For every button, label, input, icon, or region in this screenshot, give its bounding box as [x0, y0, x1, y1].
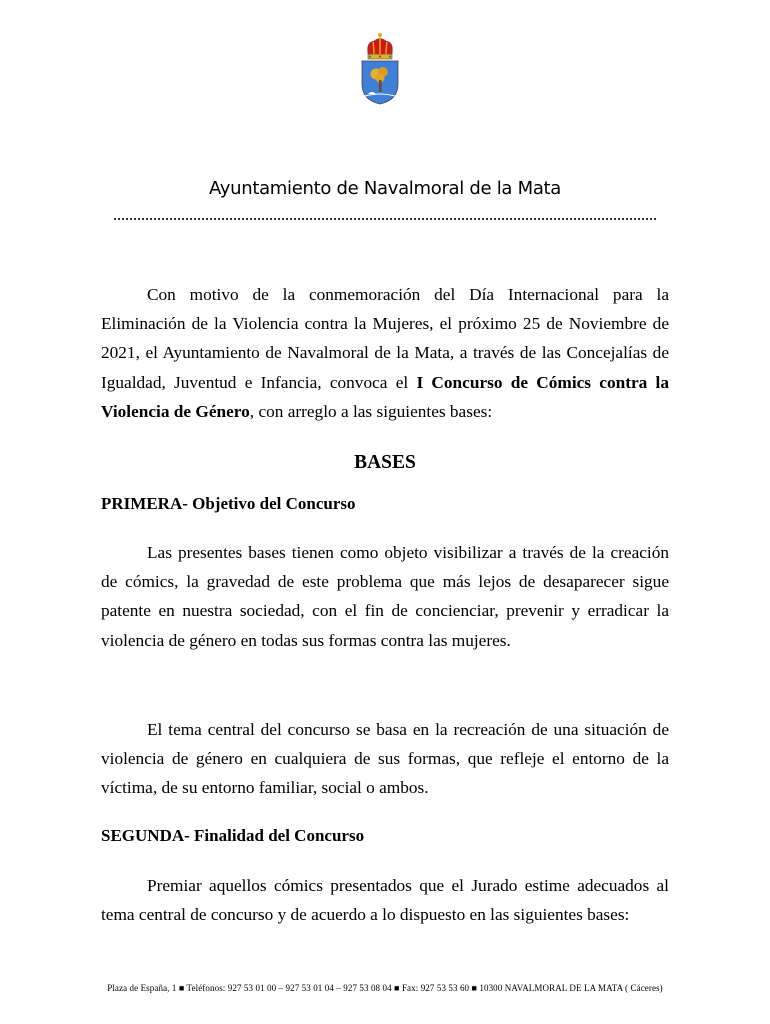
page-title: Ayuntamiento de Navalmoral de la Mata [208, 178, 562, 199]
section-heading-segunda: SEGUNDA- Finalidad del Concurso [101, 826, 365, 845]
bases-title: BASES [354, 452, 416, 473]
section-heading-primera: PRIMERA- Objetivo del Concurso [101, 494, 356, 513]
intro-bold-title: I Concurso de Cómics contra la Violencia de Género [101, 372, 669, 421]
paragraph-finalidad: Premiar aquellos cómics presentados que el Jurado estime adecuados al tema central de concurso y de acuerdo a lo dispuesto en las siguientes bases: [101, 876, 669, 925]
intro-text-1: Con motivo de la conmemoración del Día Internacional para la Eliminación de la Violencia contra la Mujeres, el próximo 25 de Noviembre de 2021, el Ayuntamiento de Navalmoral de la Mata, a través de las Concejalías de Igualdad, Juventud e Infancia, convoca el [101, 285, 669, 392]
shield-icon [362, 61, 398, 104]
paragraph-objetivo: Las presentes bases tienen como objeto visibilizar a través de la creación de cómics, la gravedad de este problema que más lejos de desaparecer sigue patente en nuestra sociedad, con el fin de concienciar, prevenir y erradicar la violencia de género en todas sus formas contra las mujeres. [101, 543, 669, 650]
intro-paragraph [101, 280, 669, 426]
crown-icon [368, 33, 393, 59]
footer-address: Plaza de España, 1 ■ Teléfonos: 927 53 01 00 – 927 53 01 04 – 927 53 08 04 ■ Fax: 927 53 53 60 ■ 10300 NAVALMORAL DE LA MATA ( Cáceres) [107, 983, 663, 993]
intro-text-2: , con arreglo a las siguientes bases: [249, 401, 493, 421]
paragraph-tema-central: El tema central del concurso se basa en la recreación de una situación de violencia de género en cualquiera de sus formas, que refleje el entorno de la víctima, de su entorno familiar, social o ambos. [101, 720, 669, 798]
dotted-divider [114, 218, 656, 220]
coat-of-arms-logo [356, 32, 404, 106]
